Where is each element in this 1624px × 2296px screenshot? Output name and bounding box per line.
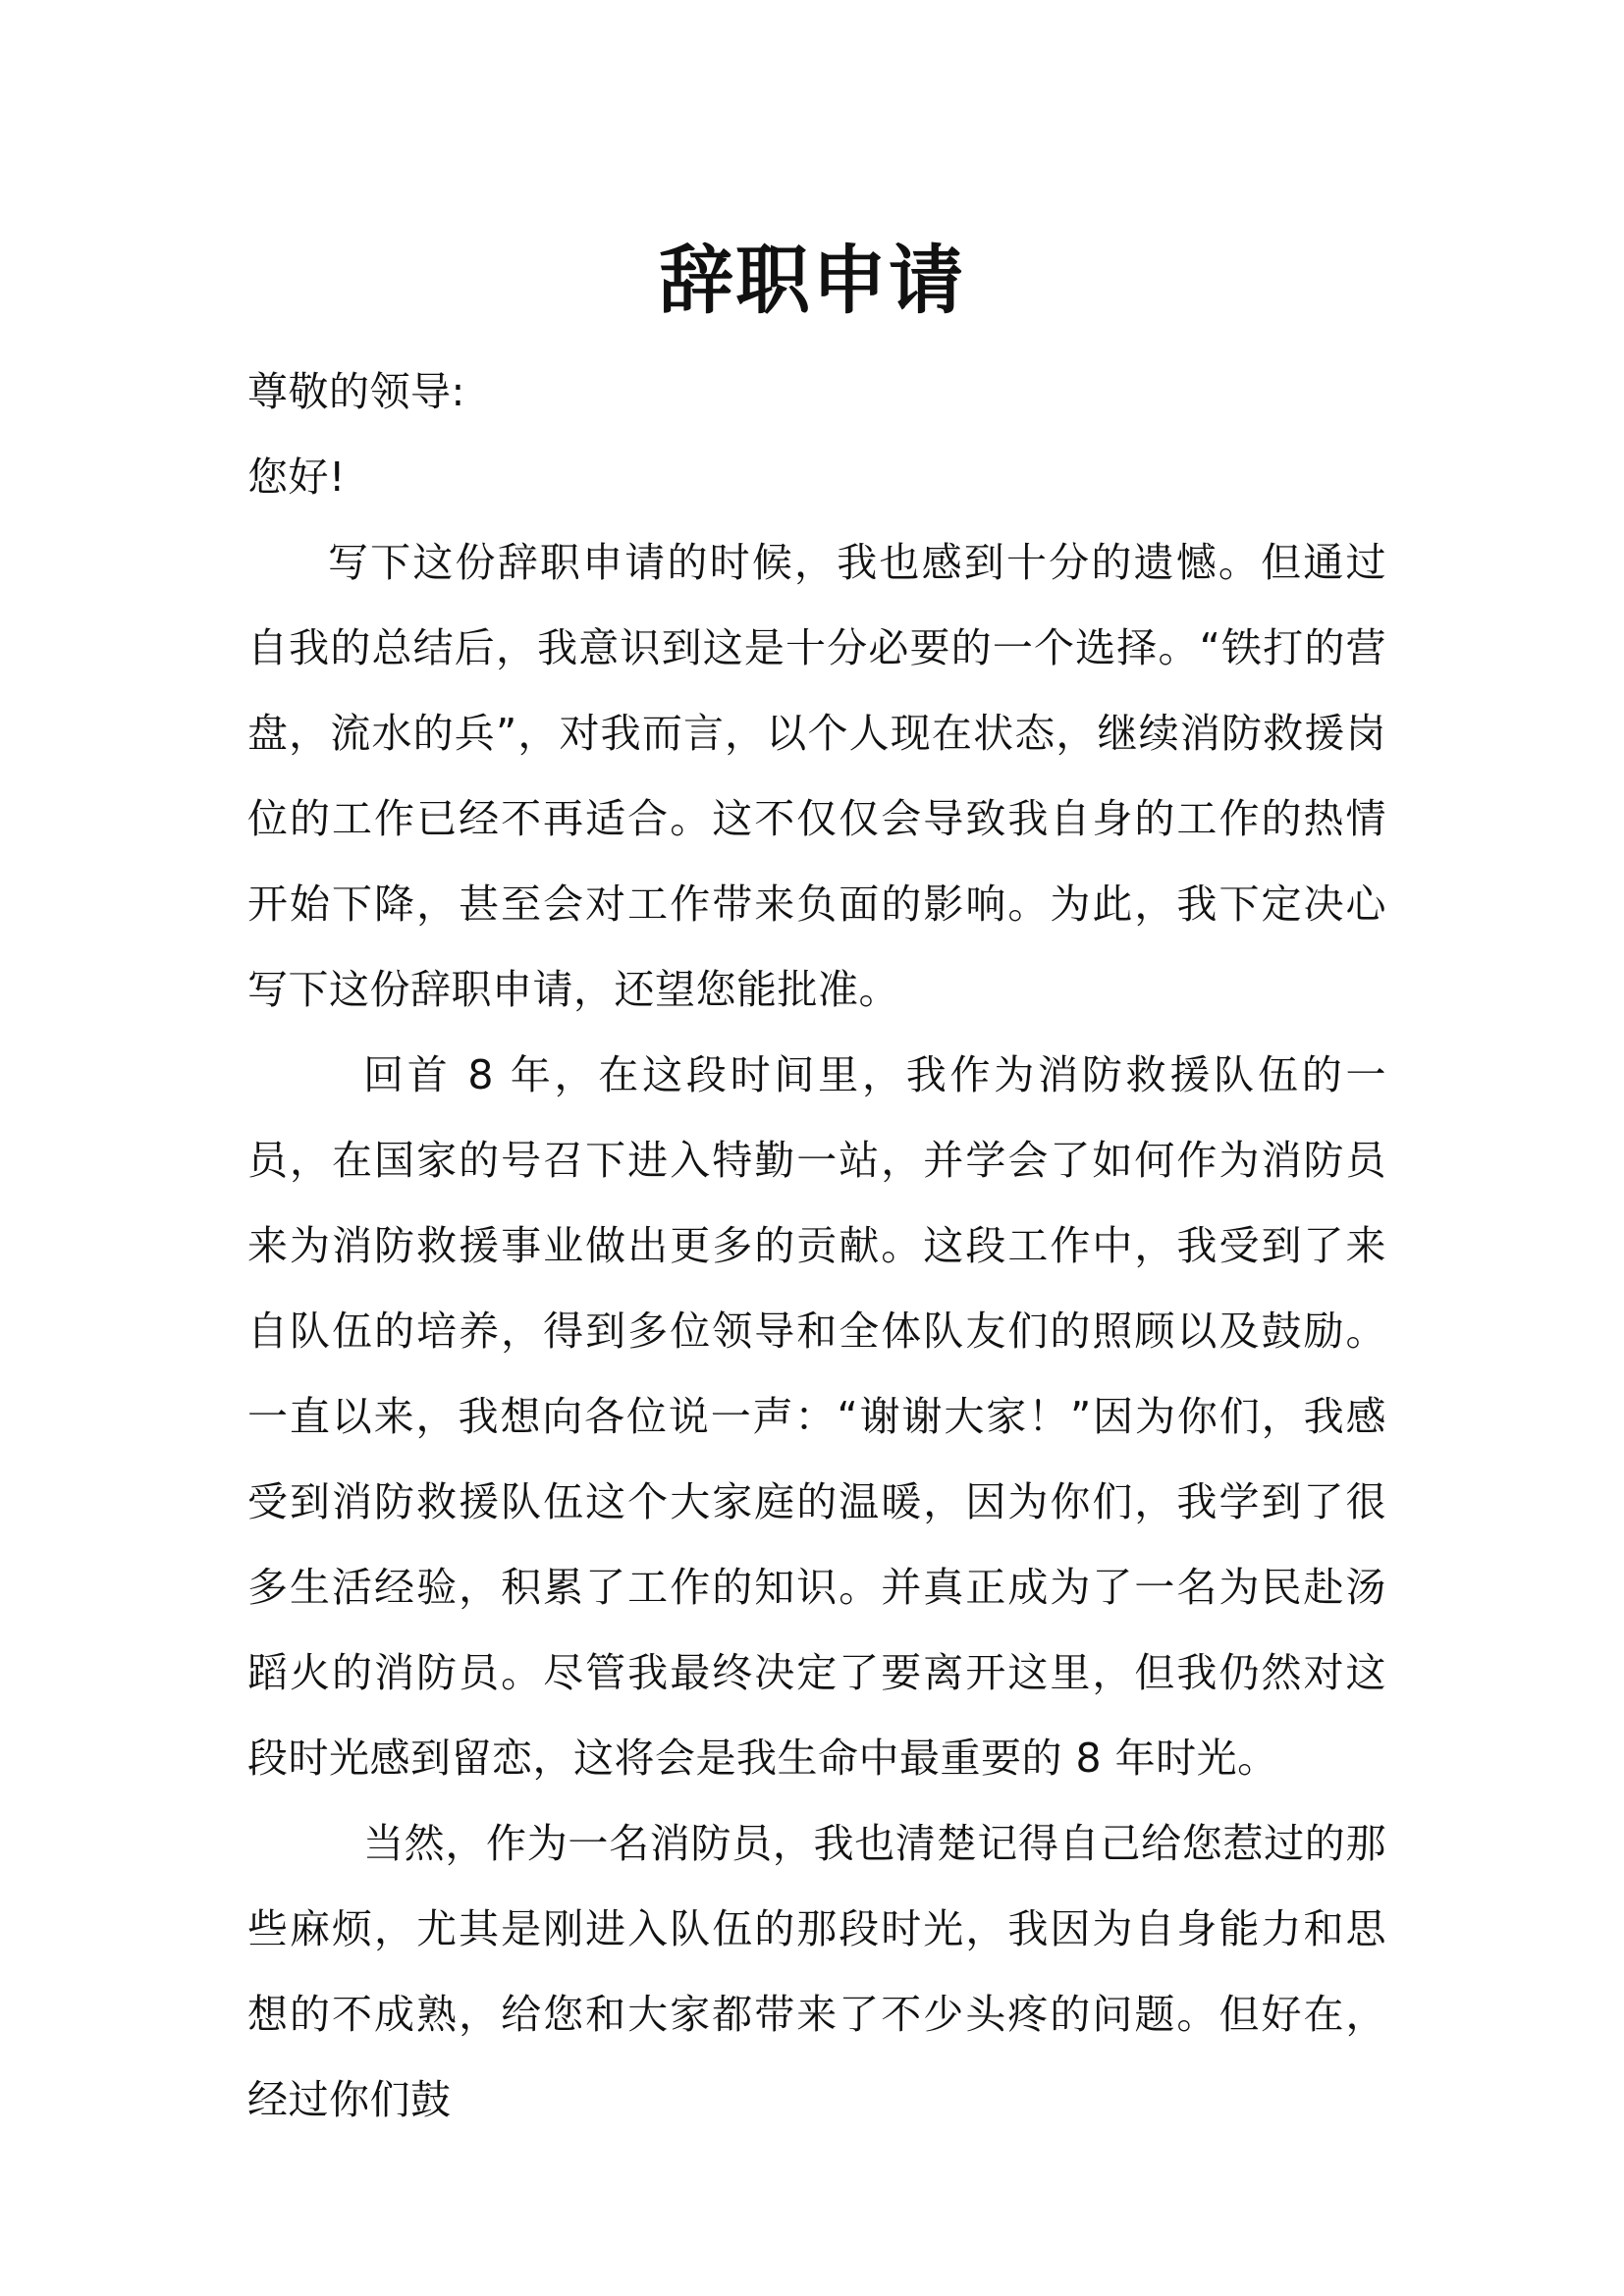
salutation: 尊敬的领导: bbox=[247, 368, 465, 415]
paragraph-3: 当然，作为一名消防员，我也清楚记得自己给您惹过的那些麻烦，尤其是刚进入队伍的那段时光，我因为自身能力和思想的不成熟，给您和大家都带来了不少头疼的问题。但好在，经过你们鼓 bbox=[247, 1820, 1386, 2123]
paragraph-2: 回首 8 年，在这段时间里，我作为消防救援队伍的一员，在国家的号召下进入特勤一站，并学会了如何作为消防员来为消防救援事业做出更多的贡献。这段工作中，我受到了来自队伍的培养，得到多位领导和全体队友们的照顾以及鼓励。一直以来，我想向各位说一声：“谢谢大家！”因为你们，我感受到消防救援队伍这个大家庭的温暖，因为你们，我学到了很多生活经验，积累了工作的知识。并真正成为了一名为民赴汤蹈火的消防员。尽管我最终决定了要离开这里，但我仍然对这段时光感到留恋，这将会是我生命中最重要的 8 年时光。 bbox=[247, 1051, 1386, 1782]
document-title: 辞职申请 bbox=[659, 237, 965, 324]
document-body bbox=[247, 349, 1386, 2143]
greeting: 您好! bbox=[247, 454, 346, 501]
paragraph-1: 写下这份辞职申请的时候，我也感到十分的遗憾。但通过自我的总结后，我意识到这是十分必要的一个选择。“铁打的营盘，流水的兵”，对我而言，以个人现在状态，继续消防救援岗位的工作已经不再适合。这不仅仅会导致我自身的工作的热情开始下降，甚至会对工作带来负面的影响。为此，我下定决心写下这份辞职申请，还望您能批准。 bbox=[247, 539, 1386, 1013]
